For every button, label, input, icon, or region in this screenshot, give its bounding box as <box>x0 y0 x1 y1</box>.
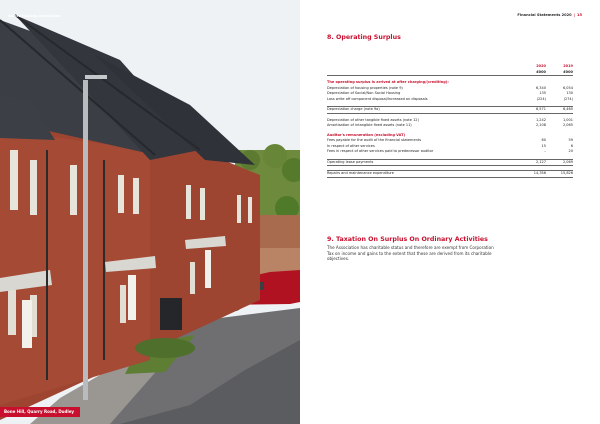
section-9-title: 9. Taxation On Surplus On Ordinary Activities <box>327 236 488 243</box>
row-value-2020: 14,356 <box>533 171 546 175</box>
row-value-2020: 2,108 <box>535 123 546 127</box>
section-8-title: 8. Operating Surplus <box>327 34 401 41</box>
year-current: 2020 <box>536 64 546 68</box>
section-9-text: The Association has charitable status and therefore are exempt from Corporation Tax on income and gains to the extent that these are derived from its charitable objectives. <box>327 245 494 262</box>
table-row <box>327 149 573 155</box>
unit-current: £000 <box>536 69 546 74</box>
photo-caption: Bone Hill, Quarry Road, Dudley <box>0 407 80 417</box>
association-name: Accord Housing Association <box>8 14 61 18</box>
row-value-2019: 6 <box>570 143 573 148</box>
row-value-2020: 1,242 <box>535 117 546 122</box>
row-value-2020: 15 <box>541 143 546 148</box>
running-header <box>517 13 582 17</box>
financial-statements-page <box>300 0 600 424</box>
row-value-2019: 130 <box>566 91 573 95</box>
row-label: Operating lease payments <box>327 159 374 164</box>
row-value-2019: 2,065 <box>562 123 573 127</box>
row-value-2020: 135 <box>539 91 546 95</box>
row-label: Depreciation of other tangible fixed assets (note 12) <box>327 117 419 122</box>
row-value-2019: 59 <box>568 138 573 142</box>
unit-previous: £000 <box>563 69 573 74</box>
row-value-2019: 20 <box>568 149 573 153</box>
row-value-2020: 60 <box>541 138 546 142</box>
page-number: 15 <box>576 13 582 17</box>
row-value-2019: 6,465 <box>562 107 573 111</box>
table-row <box>327 106 573 114</box>
row-value-2020: 6,340 <box>535 85 546 90</box>
row-label: Loss write off component disposal/Increased on disposals <box>327 96 428 101</box>
running-header-separator: | <box>573 13 575 17</box>
row-label: In respect of other services <box>327 143 375 148</box>
row-label: Depreciation charge (note 9a) <box>327 107 380 111</box>
row-label: Depreciation of housing properties (note 9) <box>327 85 403 90</box>
row-value-2020: – <box>544 149 546 153</box>
row-label: The operating surplus is arrived at after charging/(crediting): <box>327 80 449 84</box>
row-value-2019: 15,826 <box>560 171 573 175</box>
row-value-2020: 2,127 <box>535 159 546 164</box>
row-label: Amortisation of intangible fixed assets (note 11) <box>327 123 412 127</box>
table-row <box>327 97 573 103</box>
year-previous: 2019 <box>563 64 573 68</box>
row-label: Auditor's remuneration (excluding VAT) <box>327 132 406 137</box>
row-value-2019: 6,054 <box>562 85 573 90</box>
table-unit-row <box>327 70 573 77</box>
row-value-2019: 1,001 <box>562 117 573 122</box>
table-row <box>327 123 573 129</box>
row-value-2020: 6,571 <box>535 107 546 111</box>
row-label: Repairs and maintenance expenditure <box>327 171 394 175</box>
row-label: Fees payable for the audit of the financial statements <box>327 138 422 142</box>
row-label: Fees in respect of other services paid to predecessor auditor <box>327 149 434 153</box>
operating-surplus-table <box>327 64 573 178</box>
row-label: Depreciation of Social/Non Social Housing <box>327 91 401 95</box>
row-value-2020: (224) <box>536 96 546 101</box>
table-row <box>327 170 573 178</box>
row-value-2019: (274) <box>563 96 573 101</box>
row-value-2019: 2,069 <box>562 159 573 164</box>
running-header-title: Financial Statements 2020 <box>517 13 572 17</box>
table-row <box>327 159 573 167</box>
